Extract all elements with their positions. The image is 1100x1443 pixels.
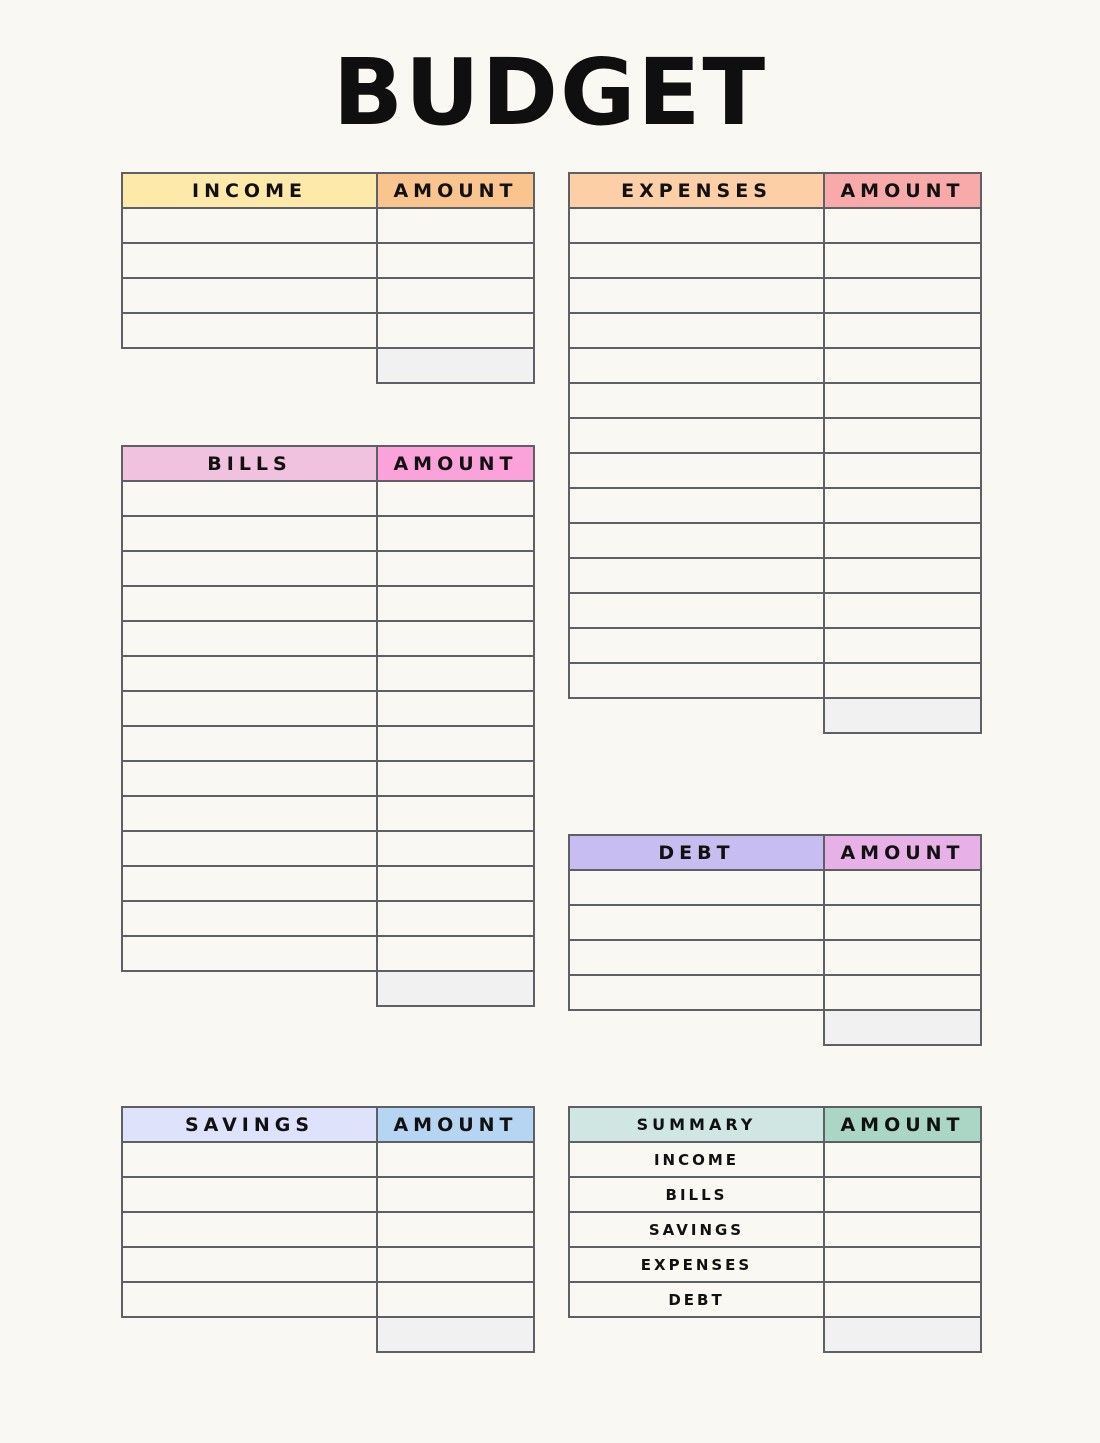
bills-amount-header: AMOUNT [377,446,534,481]
debt-amount-cell[interactable] [824,870,981,905]
table-row [122,621,534,656]
bills-amount-cell[interactable] [377,936,534,971]
expenses-item-cell[interactable] [569,663,824,698]
expenses-amount-cell[interactable] [824,453,981,488]
bills-item-cell[interactable] [122,796,377,831]
expenses-item-cell[interactable] [569,488,824,523]
table-row [122,243,534,278]
table-row [569,663,981,698]
income-amount-header: AMOUNT [377,173,534,208]
expenses-item-cell[interactable] [569,278,824,313]
bills-item-cell[interactable] [122,866,377,901]
expenses-amount-cell[interactable] [824,243,981,278]
expenses-item-cell[interactable] [569,383,824,418]
summary-total-cell[interactable] [824,1317,981,1352]
expenses-amount-header: AMOUNT [824,173,981,208]
expenses-item-cell[interactable] [569,313,824,348]
total-row [569,1010,981,1045]
table-row [122,586,534,621]
table-row [122,1142,534,1177]
income-total-cell[interactable] [377,348,534,383]
page-title: BUDGET [332,39,768,146]
bills-header: BILLS [122,446,377,481]
table-row [569,870,981,905]
savings-item-cell[interactable] [122,1142,377,1177]
table-row [569,488,981,523]
expenses-amount-cell[interactable] [824,558,981,593]
expenses-item-cell[interactable] [569,558,824,593]
bills-item-cell[interactable] [122,481,377,516]
summary-table [568,1106,982,1353]
bills-amount-cell[interactable] [377,516,534,551]
table-row [122,1247,534,1282]
savings-body [122,1142,534,1352]
total-row [569,698,981,733]
savings-amount-cell[interactable] [377,1247,534,1282]
savings-header: SAVINGS [122,1107,377,1142]
bills-amount-cell[interactable] [377,691,534,726]
debt-amount-cell[interactable] [824,975,981,1010]
savings-total-cell[interactable] [377,1317,534,1352]
bills-amount-cell[interactable] [377,621,534,656]
total-spacer [122,971,377,1006]
table-row [122,313,534,348]
table-row [122,1282,534,1317]
table-row [122,516,534,551]
bills-amount-cell[interactable] [377,796,534,831]
table-row [569,628,981,663]
income-amount-cell[interactable] [377,278,534,313]
expenses-amount-cell[interactable] [824,278,981,313]
income-item-cell[interactable] [122,208,377,243]
table-row [569,1282,981,1317]
table-row [122,761,534,796]
debt-table [568,834,982,1046]
table-row [569,1142,981,1177]
total-row [122,971,534,1006]
expenses-amount-cell[interactable] [824,208,981,243]
table-row [569,558,981,593]
savings-amount-cell[interactable] [377,1212,534,1247]
table-row [122,208,534,243]
bills-table [121,445,535,1007]
total-row [122,348,534,383]
savings-amount-cell[interactable] [377,1142,534,1177]
expenses-total-cell[interactable] [824,698,981,733]
debt-header: DEBT [569,835,824,870]
debt-amount-cell[interactable] [824,905,981,940]
table-row [569,383,981,418]
total-row [122,1317,534,1352]
table-row [569,243,981,278]
table-row [569,208,981,243]
table-row [569,1247,981,1282]
debt-body [569,870,981,1045]
table-row [122,936,534,971]
expenses-amount-cell[interactable] [824,593,981,628]
savings-amount-header: AMOUNT [377,1107,534,1142]
summary-body [569,1142,981,1352]
table-row [569,593,981,628]
debt-amount-cell[interactable] [824,940,981,975]
savings-item-cell[interactable] [122,1282,377,1317]
table-row [122,726,534,761]
debt-item-cell[interactable] [569,975,824,1010]
table-row [569,278,981,313]
income-amount-cell[interactable] [377,243,534,278]
expenses-item-cell[interactable] [569,208,824,243]
summary-label-bills: BILLS [569,1177,824,1212]
income-table [121,172,535,384]
debt-total-cell[interactable] [824,1010,981,1045]
summary-label-expenses: EXPENSES [569,1247,824,1282]
income-item-cell[interactable] [122,278,377,313]
bills-item-cell[interactable] [122,901,377,936]
debt-amount-header: AMOUNT [824,835,981,870]
table-row [569,418,981,453]
table-row [569,523,981,558]
table-row [569,940,981,975]
bills-item-cell[interactable] [122,936,377,971]
savings-item-cell[interactable] [122,1177,377,1212]
table-row [122,831,534,866]
table-row [569,348,981,383]
summary-amount-cell[interactable] [824,1177,981,1212]
expenses-amount-cell[interactable] [824,383,981,418]
savings-amount-cell[interactable] [377,1177,534,1212]
bills-amount-cell[interactable] [377,831,534,866]
expenses-table [568,172,982,734]
total-row [569,1317,981,1352]
expenses-item-cell[interactable] [569,628,824,663]
bills-item-cell[interactable] [122,726,377,761]
savings-item-cell[interactable] [122,1247,377,1282]
expenses-amount-cell[interactable] [824,663,981,698]
total-spacer [569,1317,824,1352]
summary-label-savings: SAVINGS [569,1212,824,1247]
expenses-item-cell[interactable] [569,523,824,558]
savings-amount-cell[interactable] [377,1282,534,1317]
table-row [569,905,981,940]
expenses-amount-cell[interactable] [824,348,981,383]
bills-item-cell[interactable] [122,656,377,691]
table-row [122,901,534,936]
table-row [569,453,981,488]
bills-amount-cell[interactable] [377,551,534,586]
income-item-cell[interactable] [122,313,377,348]
bills-amount-cell[interactable] [377,761,534,796]
table-row [122,481,534,516]
table-row [122,278,534,313]
table-row [569,1212,981,1247]
income-body [122,208,534,383]
savings-table [121,1106,535,1353]
total-spacer [122,1317,377,1352]
expenses-body [569,208,981,733]
summary-amount-cell[interactable] [824,1212,981,1247]
bills-item-cell[interactable] [122,831,377,866]
debt-item-cell[interactable] [569,870,824,905]
table-row [122,866,534,901]
expenses-amount-cell[interactable] [824,523,981,558]
table-row [122,691,534,726]
bills-amount-cell[interactable] [377,586,534,621]
debt-item-cell[interactable] [569,905,824,940]
bills-item-cell[interactable] [122,551,377,586]
table-row [122,796,534,831]
bills-item-cell[interactable] [122,621,377,656]
debt-item-cell[interactable] [569,940,824,975]
expenses-item-cell[interactable] [569,453,824,488]
table-row [122,551,534,586]
summary-label-debt: DEBT [569,1282,824,1317]
expenses-header: EXPENSES [569,173,824,208]
total-spacer [569,1010,824,1045]
bills-amount-cell[interactable] [377,866,534,901]
table-row [122,1177,534,1212]
summary-amount-cell[interactable] [824,1282,981,1317]
bills-item-cell[interactable] [122,691,377,726]
summary-label-income: INCOME [569,1142,824,1177]
expenses-amount-cell[interactable] [824,313,981,348]
expenses-item-cell[interactable] [569,418,824,453]
income-header: INCOME [122,173,377,208]
bills-amount-cell[interactable] [377,481,534,516]
income-amount-cell[interactable] [377,208,534,243]
table-row [569,313,981,348]
bills-body [122,481,534,1006]
total-spacer [569,698,824,733]
expenses-item-cell[interactable] [569,593,824,628]
bills-total-cell[interactable] [377,971,534,1006]
bills-item-cell[interactable] [122,586,377,621]
summary-amount-cell[interactable] [824,1247,981,1282]
table-row [569,1177,981,1212]
total-spacer [122,348,377,383]
income-amount-cell[interactable] [377,313,534,348]
table-row [122,656,534,691]
summary-header: SUMMARY [569,1107,824,1142]
bills-amount-cell[interactable] [377,726,534,761]
expenses-item-cell[interactable] [569,243,824,278]
bills-item-cell[interactable] [122,516,377,551]
expenses-item-cell[interactable] [569,348,824,383]
income-item-cell[interactable] [122,243,377,278]
expenses-amount-cell[interactable] [824,488,981,523]
bills-amount-cell[interactable] [377,901,534,936]
summary-amount-cell[interactable] [824,1142,981,1177]
summary-amount-header: AMOUNT [824,1107,981,1142]
bills-amount-cell[interactable] [377,656,534,691]
table-row [569,975,981,1010]
savings-item-cell[interactable] [122,1212,377,1247]
bills-item-cell[interactable] [122,761,377,796]
expenses-amount-cell[interactable] [824,628,981,663]
expenses-amount-cell[interactable] [824,418,981,453]
table-row [122,1212,534,1247]
